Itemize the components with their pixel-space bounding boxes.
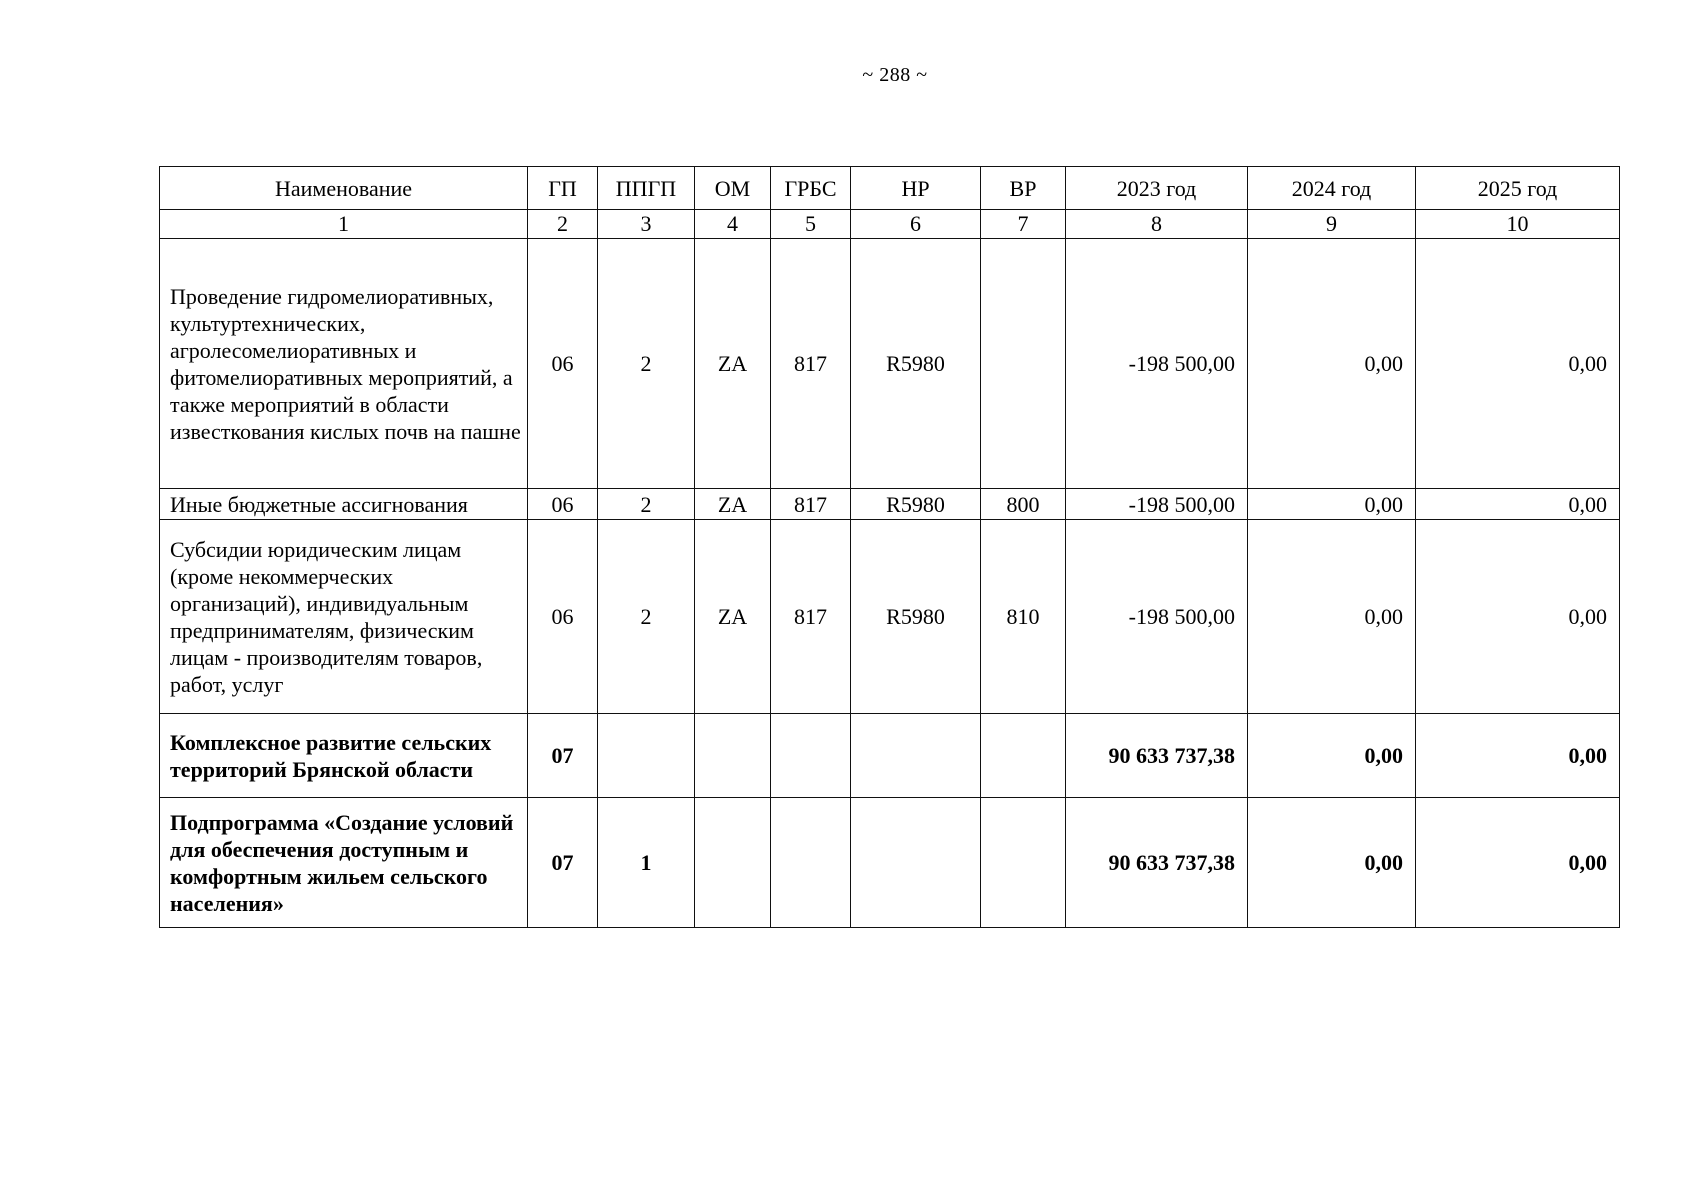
column-number: 6: [851, 210, 981, 239]
cell-2024: 0,00: [1248, 489, 1416, 520]
cell-2024: 0,00: [1248, 520, 1416, 714]
cell-nr: R5980: [851, 239, 981, 489]
cell-2024: 0,00: [1248, 714, 1416, 798]
cell-om: ZA: [695, 520, 771, 714]
table-row: [160, 239, 1620, 489]
row-name: Подпрограмма «Создание условий для обеспечения доступным и комфортным жильем сельского населения»: [160, 798, 528, 928]
cell-om: ZA: [695, 489, 771, 520]
header-gp: ГП: [528, 167, 598, 210]
header-2023: 2023 год: [1066, 167, 1248, 210]
column-number: 10: [1416, 210, 1620, 239]
cell-2024: 0,00: [1248, 798, 1416, 928]
column-number: 3: [598, 210, 695, 239]
header-grbs: ГРБС: [771, 167, 851, 210]
column-number: 2: [528, 210, 598, 239]
table-row: [160, 714, 1620, 798]
cell-2023: 90 633 737,38: [1066, 798, 1248, 928]
header-row: [160, 167, 1620, 210]
column-number: 8: [1066, 210, 1248, 239]
cell-2025: 0,00: [1416, 520, 1620, 714]
budget-table: [159, 166, 1620, 928]
cell-grbs: [771, 798, 851, 928]
cell-grbs: [771, 714, 851, 798]
cell-gp: 06: [528, 489, 598, 520]
column-number: 5: [771, 210, 851, 239]
row-name: Субсидии юридическим лицам (кроме некоммерческих организаций), индивидуальным предпринимателям, физическим лицам - производителям товаров, работ, услуг: [160, 520, 528, 714]
column-number-row: [160, 210, 1620, 239]
cell-ppgp: 1: [598, 798, 695, 928]
cell-ppgp: [598, 714, 695, 798]
cell-gp: 06: [528, 520, 598, 714]
cell-vr: 810: [981, 520, 1066, 714]
header-vr: ВР: [981, 167, 1066, 210]
table-row: [160, 798, 1620, 928]
cell-2025: 0,00: [1416, 239, 1620, 489]
row-name: Комплексное развитие сельских территорий Брянской области: [160, 714, 528, 798]
cell-nr: [851, 714, 981, 798]
header-2025: 2025 год: [1416, 167, 1620, 210]
cell-gp: 07: [528, 714, 598, 798]
column-number: 4: [695, 210, 771, 239]
cell-gp: 07: [528, 798, 598, 928]
cell-grbs: 817: [771, 520, 851, 714]
column-number: 9: [1248, 210, 1416, 239]
cell-vr: [981, 798, 1066, 928]
cell-vr: [981, 239, 1066, 489]
row-name: Иные бюджетные ассигнования: [160, 489, 528, 520]
cell-2023: -198 500,00: [1066, 520, 1248, 714]
header-nr: НР: [851, 167, 981, 210]
table-row: [160, 520, 1620, 714]
cell-vr: [981, 714, 1066, 798]
cell-2024: 0,00: [1248, 239, 1416, 489]
cell-2025: 0,00: [1416, 798, 1620, 928]
cell-om: [695, 714, 771, 798]
table-row: [160, 489, 1620, 520]
cell-nr: R5980: [851, 520, 981, 714]
cell-ppgp: 2: [598, 489, 695, 520]
cell-grbs: 817: [771, 489, 851, 520]
page-number: ~ 288 ~: [862, 64, 928, 86]
header-2024: 2024 год: [1248, 167, 1416, 210]
cell-vr: 800: [981, 489, 1066, 520]
cell-ppgp: 2: [598, 520, 695, 714]
cell-2023: -198 500,00: [1066, 489, 1248, 520]
header-ppgp: ППГП: [598, 167, 695, 210]
header-name: Наименование: [160, 167, 528, 210]
cell-2023: 90 633 737,38: [1066, 714, 1248, 798]
cell-nr: [851, 798, 981, 928]
cell-ppgp: 2: [598, 239, 695, 489]
cell-om: ZA: [695, 239, 771, 489]
cell-2025: 0,00: [1416, 489, 1620, 520]
column-number: 7: [981, 210, 1066, 239]
cell-om: [695, 798, 771, 928]
cell-2023: -198 500,00: [1066, 239, 1248, 489]
column-number: 1: [160, 210, 528, 239]
cell-grbs: 817: [771, 239, 851, 489]
cell-2025: 0,00: [1416, 714, 1620, 798]
cell-gp: 06: [528, 239, 598, 489]
row-name: Проведение гидромелиоративных, культуртехнических, агролесомелиоративных и фитомелиоративных мероприятий, а также мероприятий в области известкования кислых почв на пашне: [160, 239, 528, 489]
header-om: ОМ: [695, 167, 771, 210]
cell-nr: R5980: [851, 489, 981, 520]
